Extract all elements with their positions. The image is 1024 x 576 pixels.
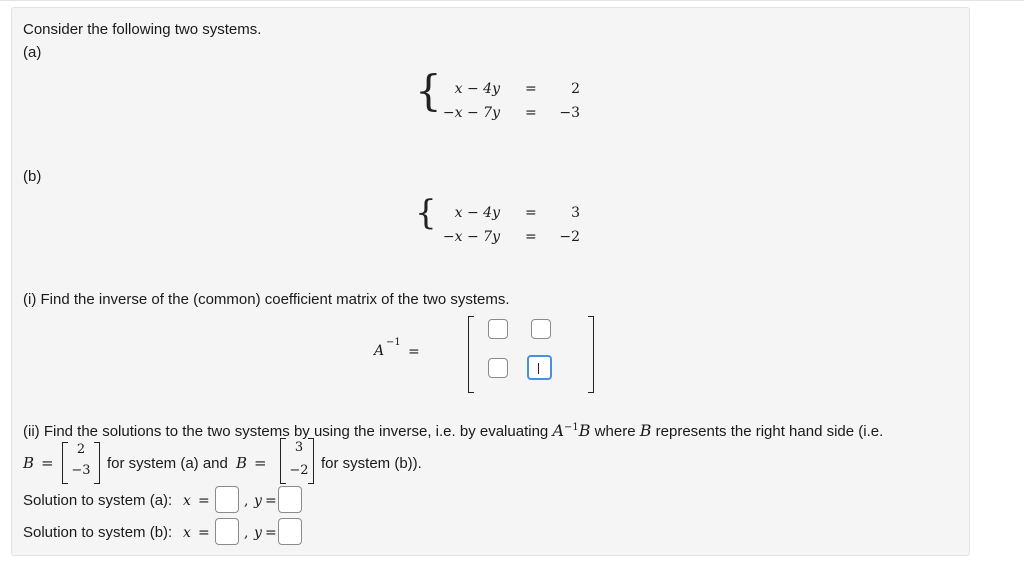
- right-bracket: [588, 316, 594, 393]
- inverse-equals: =: [408, 344, 420, 360]
- matrix-a-symbol: A: [374, 343, 385, 359]
- left-bracket: [468, 316, 474, 393]
- right-bracket: [94, 442, 100, 484]
- equals-sign: =: [198, 493, 210, 509]
- vector-a-entry-1: 2: [76, 442, 86, 457]
- question-ii-line: [23, 421, 883, 440]
- b-symbol-2: B: [236, 454, 248, 472]
- equals-sign-2: =: [254, 454, 267, 472]
- a-symbol: A: [552, 421, 564, 440]
- system-a-row2-rhs: −3: [559, 105, 580, 121]
- for-system-a-text: for system (a) and: [107, 455, 228, 472]
- vector-b-entry-1: 3: [294, 440, 304, 455]
- b-symbol: B: [23, 454, 35, 472]
- left-bracket: [62, 442, 68, 484]
- x-symbol: x: [183, 525, 191, 541]
- system-a-row1-lhs: x − 4y: [454, 81, 500, 97]
- matrix-input-r2c1[interactable]: [488, 358, 508, 378]
- system-a-row2-eq: =: [525, 105, 537, 121]
- system-b-row2-rhs: −2: [559, 229, 580, 245]
- solution-b-label: Solution to system (b):: [23, 524, 173, 541]
- system-a-row2-lhs: −x − 7y: [442, 105, 500, 121]
- equals-sign: =: [41, 454, 54, 472]
- solution-b-x-input[interactable]: [215, 518, 239, 545]
- inverse-superscript: −1: [564, 422, 579, 433]
- left-brace: {: [415, 66, 442, 115]
- y-symbol: y: [254, 493, 262, 509]
- top-divider: [0, 0, 1024, 1]
- system-b-row1-lhs: x − 4y: [454, 205, 500, 221]
- left-bracket: [280, 438, 286, 484]
- inverse-superscript: −1: [386, 337, 401, 348]
- solution-a-x-input[interactable]: [215, 486, 239, 513]
- question-ii-text-2: where: [590, 423, 640, 440]
- y-symbol: y: [254, 525, 262, 541]
- for-system-b-text: for system (b)).: [321, 455, 422, 472]
- matrix-input-r1c2[interactable]: [531, 319, 551, 339]
- left-brace: {: [415, 193, 437, 233]
- matrix-input-r1c1[interactable]: [488, 319, 508, 339]
- x-symbol: x: [183, 493, 191, 509]
- part-b-label: (b): [23, 168, 42, 185]
- question-ii-text-1: (ii) Find the solutions to the two systems by using the inverse, i.e. by evaluating: [23, 423, 553, 440]
- question-card: [11, 7, 970, 556]
- question-ii-text-3: represents the right hand side (i.e.: [651, 423, 884, 440]
- system-b-row1-rhs: 3: [571, 205, 580, 221]
- system-b-row1-eq: =: [525, 205, 537, 221]
- equals-sign: =: [198, 525, 210, 541]
- comma: ,: [244, 493, 249, 509]
- vector-b-entry-2: −2: [289, 463, 309, 478]
- part-a-label: (a): [23, 44, 42, 61]
- solution-a-label: Solution to system (a):: [23, 492, 173, 509]
- equals-sign-2: =: [265, 493, 277, 509]
- right-bracket: [308, 438, 314, 484]
- system-a-row1-eq: =: [525, 81, 537, 97]
- b-symbol: B: [578, 421, 591, 440]
- system-b-row2-lhs: −x − 7y: [442, 229, 500, 245]
- comma: ,: [244, 525, 249, 541]
- text-cursor: [538, 363, 539, 374]
- solution-b-y-input[interactable]: [278, 518, 302, 545]
- system-a-row1-rhs: 2: [571, 81, 580, 97]
- question-i-text: (i) Find the inverse of the (common) coefficient matrix of the two systems.: [23, 291, 510, 308]
- vector-a-entry-2: −3: [71, 463, 91, 478]
- intro-text: Consider the following two systems.: [23, 21, 262, 38]
- equals-sign-2: =: [265, 525, 277, 541]
- b-symbol-2: B: [639, 421, 652, 440]
- matrix-input-r2c2[interactable]: [527, 355, 552, 380]
- system-b-row2-eq: =: [525, 229, 537, 245]
- solution-a-y-input[interactable]: [278, 486, 302, 513]
